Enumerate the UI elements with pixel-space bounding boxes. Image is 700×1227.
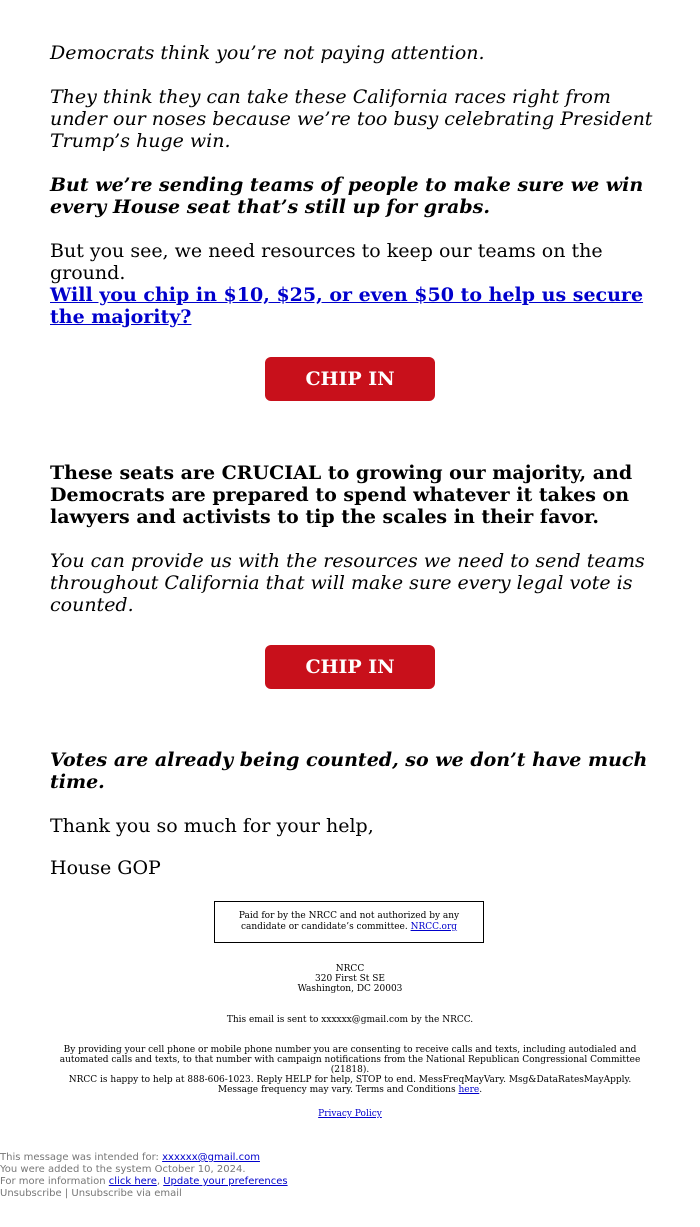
signature: House GOP xyxy=(50,857,161,879)
click-here-link[interactable]: click here xyxy=(108,1176,157,1187)
chip-in-button-1[interactable]: CHIP IN NOW xyxy=(265,357,435,401)
intended-line xyxy=(0,1152,260,1164)
paragraph-5: These seats are CRUCIAL to growing our majority, and Democrats are prepared to spend whatever it takes on lawyers and activists to tip the scales in their favor. xyxy=(50,462,633,528)
paragraph-3: But we’re sending teams of people to make sure we win every House seat that’s still up for grabs. xyxy=(50,174,644,218)
address-line-2: Washington, DC 20003 xyxy=(297,984,403,994)
cta-wrap-1 xyxy=(50,357,650,433)
org-name: NRCC xyxy=(335,964,365,974)
unsubscribe-link[interactable]: Unsubscribe xyxy=(0,1188,62,1199)
added-line: You were added to the system October 10, 2024. xyxy=(0,1164,246,1175)
chip-in-button-2[interactable]: CHIP IN NOW xyxy=(265,645,435,689)
disclaimer-box xyxy=(214,901,484,943)
org-address xyxy=(0,964,700,994)
paragraph-1: Democrats think you’re not paying attention. xyxy=(50,42,485,64)
terms-link[interactable]: here xyxy=(458,1085,480,1095)
more-info-label: For more information xyxy=(0,1176,106,1187)
donate-link[interactable]: Will you chip in $10, $25, or even $50 to help us secure the majority? xyxy=(50,284,644,328)
paragraph-7: Votes are already being counted, so we don’t have much time. xyxy=(50,749,648,793)
consent-text: By providing your cell phone or mobile phone number you are consenting to receive calls and texts, including autodialed and automated calls and texts, to that number with campaign notifications from the National Republican Congressional Committee (21818). xyxy=(59,1045,641,1075)
paragraph-4-text: But you see, we need resources to keep our teams on the ground. xyxy=(50,240,603,284)
cta-wrap-2 xyxy=(50,645,650,721)
privacy-wrap xyxy=(0,1109,700,1119)
separator: | xyxy=(64,1188,69,1199)
nrcc-link[interactable]: NRCC.org xyxy=(410,922,458,932)
address-line-1: 320 First St SE xyxy=(315,974,385,984)
update-preferences-link[interactable]: Update your preferences xyxy=(163,1176,288,1187)
intended-email-link[interactable]: xxxxxx@gmail.com xyxy=(162,1152,260,1163)
paragraph-2: They think they can take these California races right from under our noses because we’re too busy celebrating President Trump’s huge win. xyxy=(50,86,653,152)
unsubscribe-line xyxy=(0,1188,182,1200)
paragraph-8: Thank you so much for your help, xyxy=(50,815,374,837)
sent-to: This email is sent to xxxxxx@gmail.com by the NRCC. xyxy=(226,1015,474,1025)
help-text-block: NRCC is happy to help at 888-606-1023. Reply HELP for help, STOP to end. MessFreqMayVary. Msg&DataRatesMayApply. Message frequency may vary. Terms and Conditions here. xyxy=(68,1075,632,1095)
paragraph-6: You can provide us with the resources we need to send teams throughout California that will make sure every legal vote is counted. xyxy=(50,550,645,616)
disclaimer-text: Paid for by the NRCC and not authorized by any candidate or candidate’s committee. xyxy=(238,911,460,932)
paragraph-4 xyxy=(50,240,660,328)
more-info-line: For more information click here, Update your preferences xyxy=(0,1176,288,1187)
help-text: NRCC is happy to help at 888-606-1023. Reply HELP for help, STOP to end. MessFreqMayVary. Msg&DataRatesMayApply. Message frequency may vary. Terms and Conditions xyxy=(68,1075,632,1095)
intended-label: This message was intended for: xyxy=(0,1152,159,1163)
privacy-policy-link[interactable]: Privacy Policy xyxy=(318,1109,382,1119)
unsubscribe-via-email-link[interactable]: Unsubscribe via email xyxy=(71,1188,182,1199)
email-body xyxy=(50,42,660,879)
